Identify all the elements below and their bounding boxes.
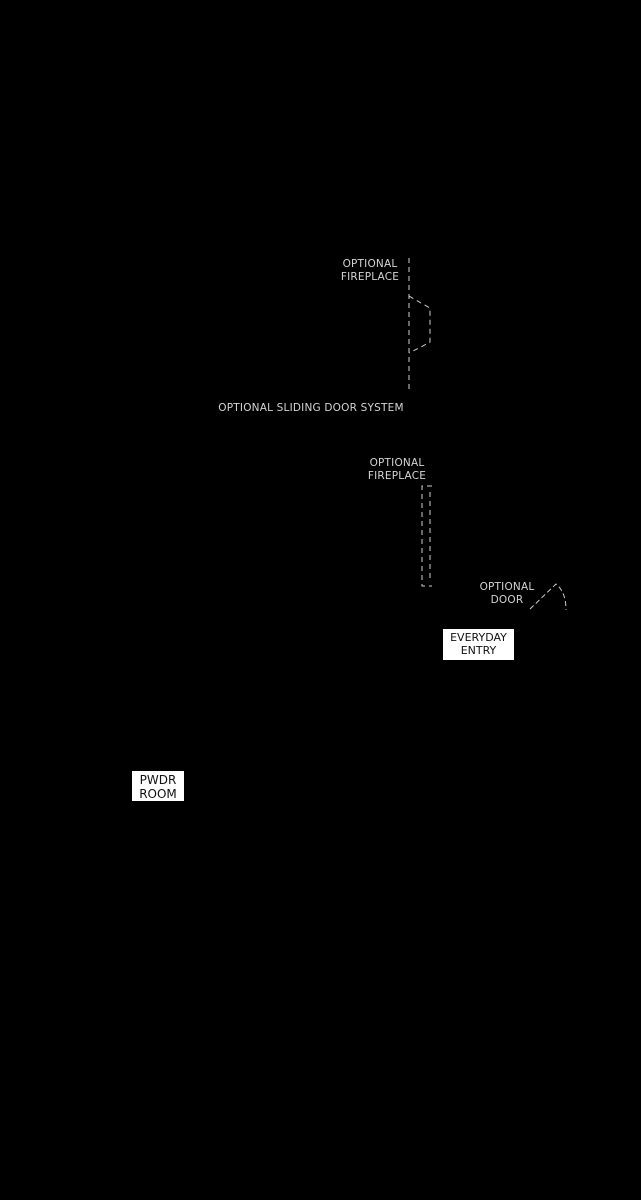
optional-fireplace-lower-line2: FIREPLACE — [367, 470, 427, 482]
optional-fireplace-lower-line1: OPTIONAL — [369, 457, 425, 469]
optional-door-label — [472, 581, 542, 607]
optional-fireplace-upper-label — [334, 258, 406, 284]
optional-fireplace-upper-line1: OPTIONAL — [342, 258, 398, 270]
optional-sliding-door-label — [205, 402, 417, 415]
pwdr-room-line1: PWDR — [139, 773, 177, 787]
upper-fireplace-outline — [409, 296, 430, 353]
optional-door-line2: DOOR — [490, 594, 524, 606]
optional-sliding-door-text: OPTIONAL SLIDING DOOR SYSTEM — [218, 402, 404, 414]
everyday-entry-line1: EVERYDAY — [450, 631, 507, 644]
optional-door-line1: OPTIONAL — [479, 581, 535, 593]
pwdr-room-line2: ROOM — [139, 787, 177, 801]
everyday-entry-tag — [443, 629, 514, 660]
optional-fireplace-lower-label — [361, 457, 433, 483]
pwdr-room-tag — [132, 771, 184, 801]
everyday-entry-line2: ENTRY — [460, 644, 497, 657]
optional-fireplace-upper-line2: FIREPLACE — [340, 271, 400, 283]
